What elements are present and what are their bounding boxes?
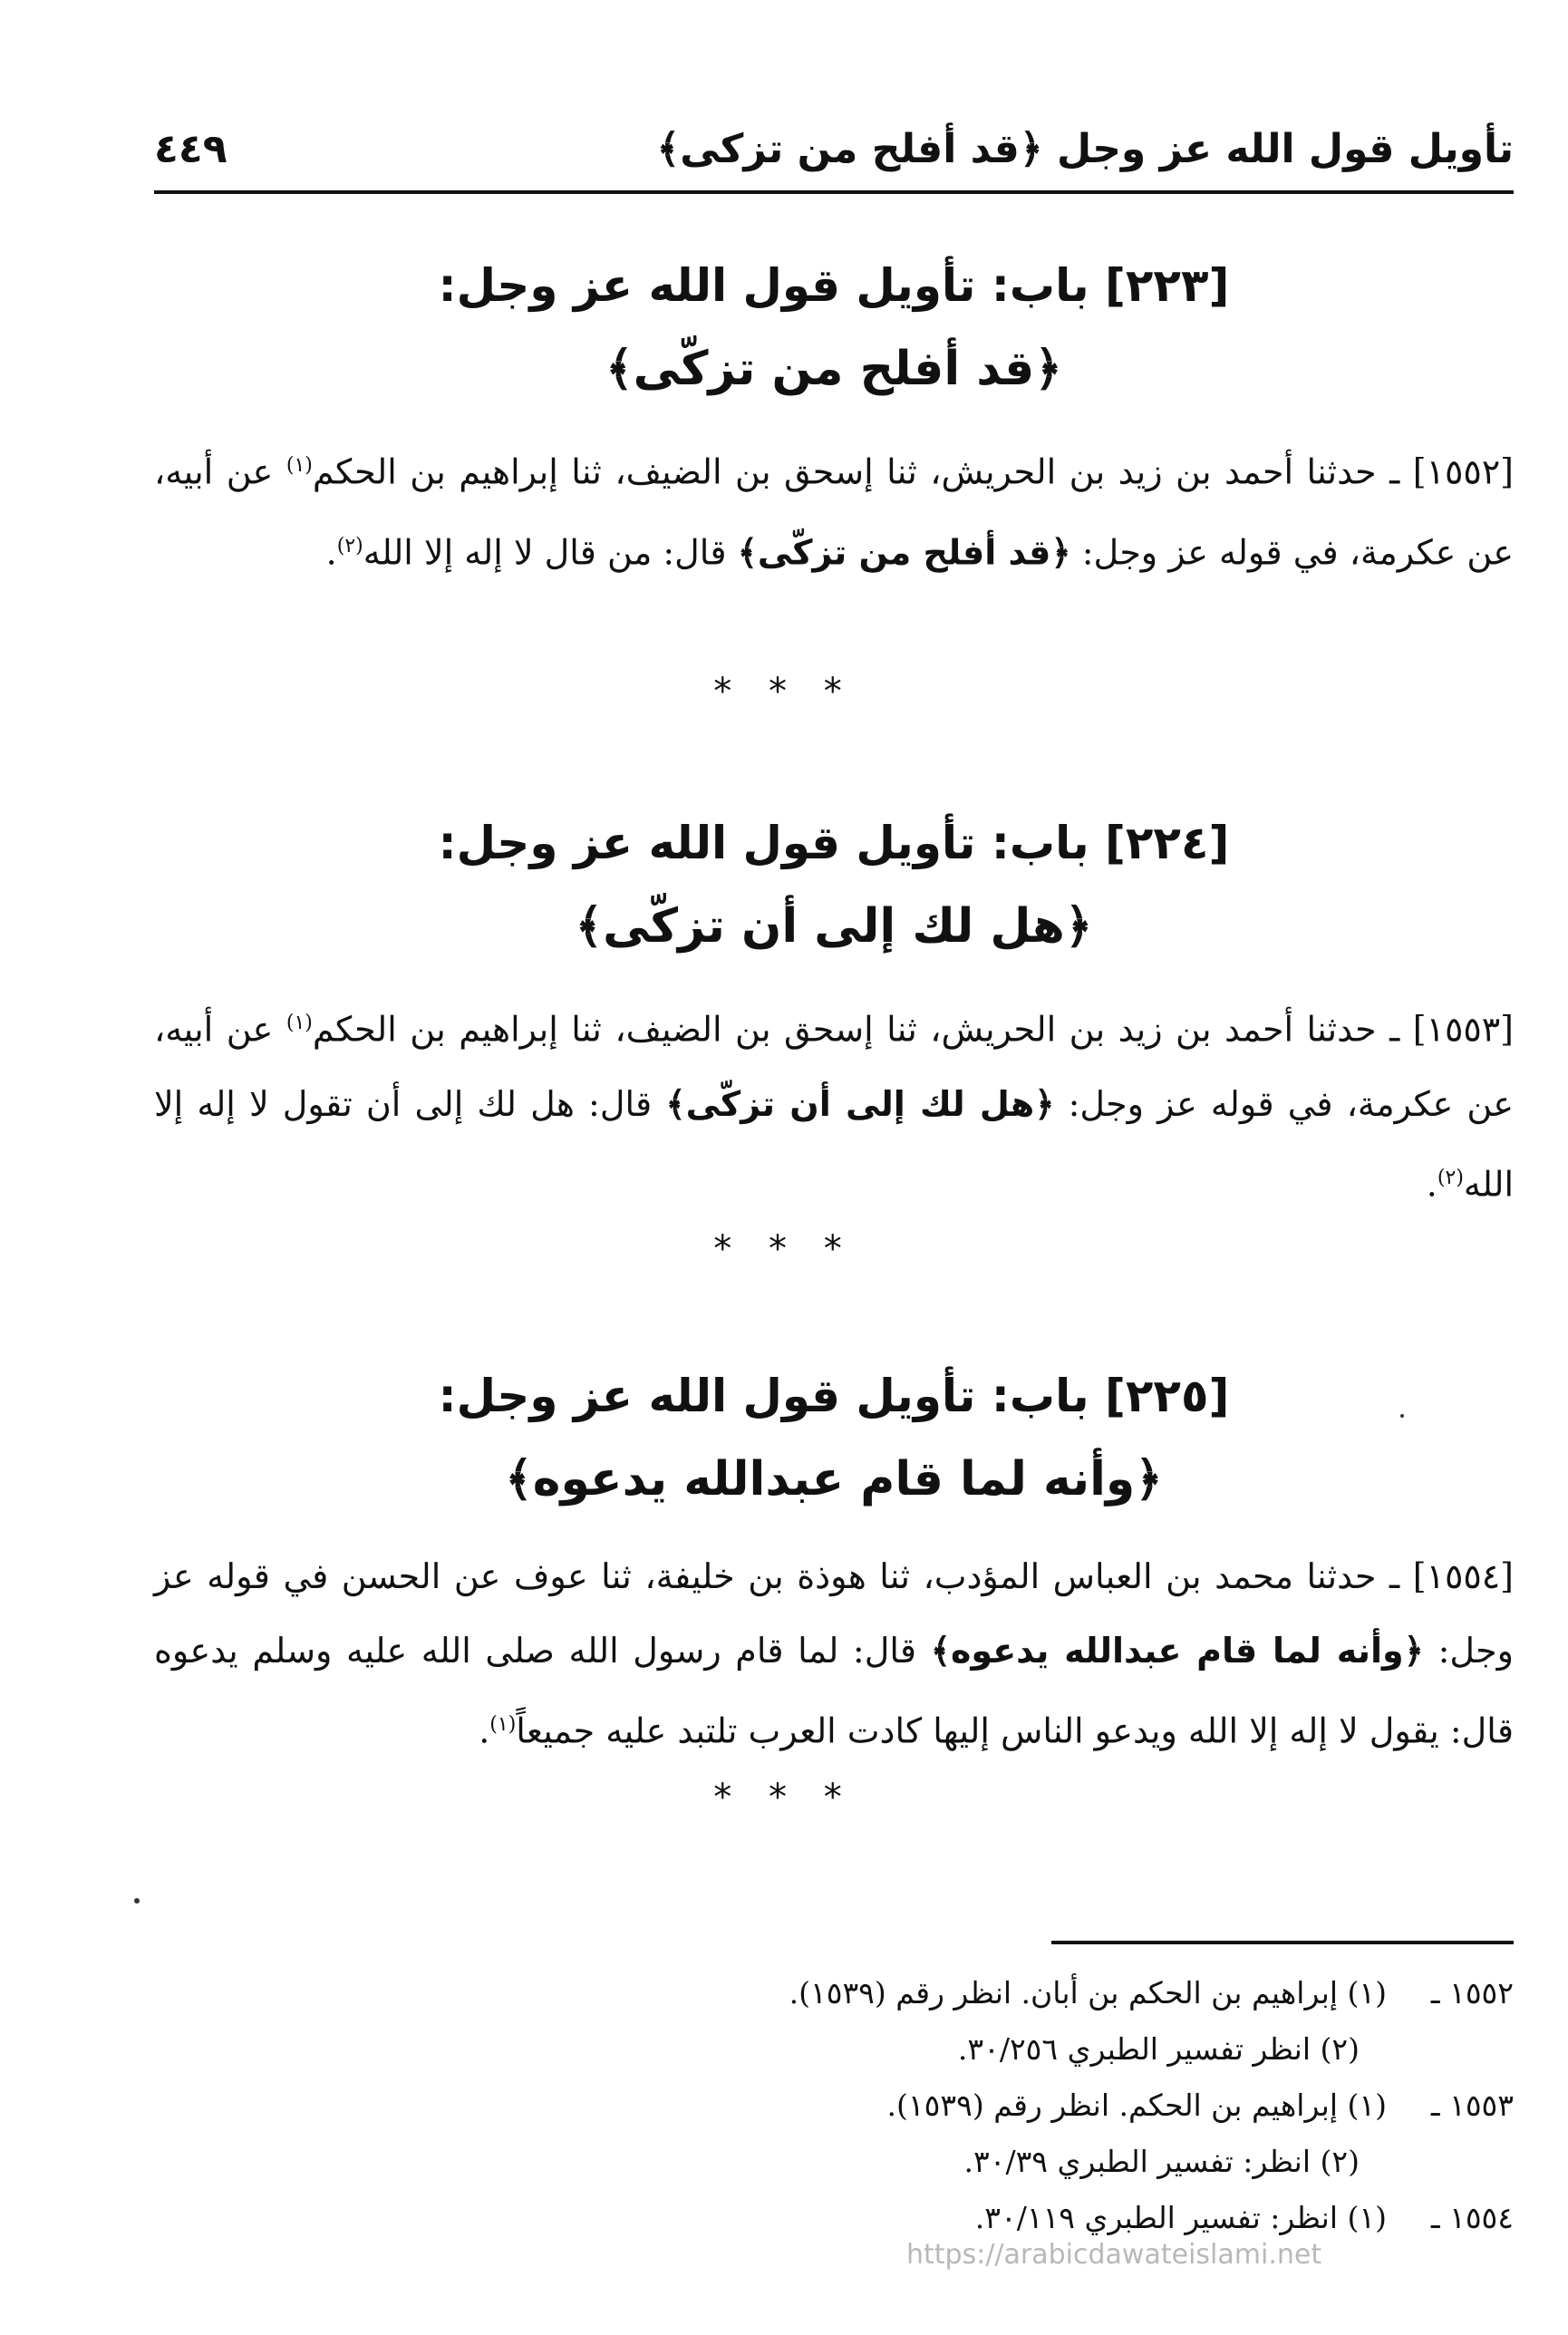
- hadith-number: [١٥٥٤]: [1412, 1556, 1514, 1596]
- scan-speck: [1400, 1414, 1404, 1418]
- footnote-ref: (٢): [336, 534, 363, 557]
- chapter-heading-title: [٢٢٣] باب: تأويل قول الله عز وجل:: [438, 259, 1230, 312]
- chapter-225: [154, 1355, 1514, 1768]
- hadith-chain: ـ حدثنا أحمد بن زيد بن الحريش، ثنا إسحق بن الضيف، ثنا إبراهيم بن الحكم: [312, 1009, 1413, 1050]
- chapter-heading-verse: ﴿وأنه لما قام عبدالله يدعوه﴾: [505, 1452, 1163, 1507]
- footnote-item: [154, 2190, 1514, 2246]
- hadith-text: [154, 986, 1514, 1221]
- sentence-end: .: [479, 1710, 490, 1751]
- chapter-heading-verse: ﴿هل لك إلى أن تزكّى﴾: [575, 899, 1093, 954]
- chapter-heading-verse: ﴿قد أفلح من تزكّى﴾: [605, 342, 1062, 396]
- hadith-matn: قال: من قال لا إله إلا الله: [363, 532, 738, 573]
- footnote-ref: (٢): [1437, 1166, 1464, 1189]
- footnote-hadith-id: ١٥٥٣ ـ: [1430, 2088, 1514, 2123]
- hadith-context: عن أبيه، عن عكرمة، في قوله عز وجل:: [154, 1009, 1515, 1124]
- chapter-224: [154, 802, 1514, 1221]
- chapter-heading: [154, 245, 1514, 412]
- footnote-ref: (١): [286, 454, 313, 477]
- running-header: [154, 118, 1514, 194]
- footnote-ref: (١): [489, 1713, 517, 1736]
- quran-quote: ﴿وأنه لما قام عبدالله يدعوه﴾: [930, 1631, 1424, 1671]
- hadith-text: [154, 429, 1514, 589]
- footnote-item: [154, 2021, 1514, 2078]
- section-separator: * * *: [713, 671, 855, 712]
- hadith-number: [١٥٥٢]: [1412, 451, 1514, 492]
- hadith-number: [١٥٥٣]: [1412, 1009, 1514, 1050]
- footnote-hadith-id: ١٥٥٢ ـ: [1430, 1975, 1514, 2010]
- section-separator: * * *: [713, 1228, 855, 1270]
- hadith-matn: قال: هل لك إلى أن تقول لا إله إلا الله: [154, 1083, 1514, 1205]
- hadith-context: عن أبيه، عن عكرمة، في قوله عز وجل:: [154, 451, 1514, 573]
- hadith-chain: ـ حدثنا أحمد بن زيد بن الحريش، ثنا إسحق بن الضيف، ثنا إبراهيم بن الحكم: [312, 451, 1413, 492]
- chapter-heading: [154, 802, 1514, 970]
- footnote-rule: [1051, 1941, 1514, 1944]
- chapter-223: [154, 245, 1514, 589]
- footnote-item: [154, 2078, 1514, 2134]
- footnote-text: (١) إبراهيم بن الحكم. انظر رقم (١٥٣٩).: [886, 2088, 1387, 2123]
- sentence-end: .: [325, 532, 337, 573]
- scan-speck: [134, 1898, 140, 1904]
- quran-quote: ﴿هل لك إلى أن تزكّى﴾: [665, 1083, 1055, 1124]
- chapter-heading-title: [٢٢٥] باب: تأويل قول الله عز وجل:: [438, 1370, 1230, 1422]
- footnote-text: (١) انظر: تفسير الطبري ٣٠/١١٩.: [974, 2200, 1387, 2235]
- footnote-ref: (١): [286, 1012, 313, 1034]
- footnote-item: [154, 1965, 1514, 2021]
- hadith-matn: قال: لما قام رسول الله صلى الله عليه وسلم يدعوه قال: يقول لا إله إلا الله ويدعو الناس إليها كادت العرب تلتبد عليه جميعاً: [154, 1631, 1514, 1751]
- footnote-hadith-id: ١٥٥٤ ـ: [1430, 2200, 1514, 2235]
- footnote-text: (٢) انظر تفسير الطبري ٣٠/٢٥٦.: [957, 2031, 1360, 2067]
- chapter-heading-title: [٢٢٤] باب: تأويل قول الله عز وجل:: [438, 817, 1230, 869]
- section-separator: * * *: [713, 1777, 855, 1818]
- footnote-text: (٢) انظر: تفسير الطبري ٣٠/٣٩.: [963, 2144, 1360, 2179]
- page-number: ٤٤٩: [154, 126, 227, 172]
- sentence-end: .: [1426, 1164, 1437, 1205]
- hadith-chain: ـ حدثنا محمد بن العباس المؤدب، ثنا هوذة بن خليفة، ثنا عوف عن الحسن في قوله عز وجل:: [154, 1556, 1514, 1671]
- footnotes: [154, 1965, 1514, 2246]
- watermark-url: https://arabicdawateislami.net: [906, 2239, 1322, 2271]
- chapter-heading: [154, 1355, 1514, 1523]
- running-title: تأويل قول الله عز وجل ﴿قد أفلح من تزكى﴾: [656, 126, 1514, 172]
- hadith-text: [154, 1539, 1514, 1768]
- footnote-text: (١) إبراهيم بن الحكم بن أبان. انظر رقم (١٥٣٩).: [789, 1975, 1387, 2010]
- footnote-item: [154, 2134, 1514, 2190]
- quran-quote: ﴿قد أفلح من تزكّى﴾: [737, 532, 1071, 573]
